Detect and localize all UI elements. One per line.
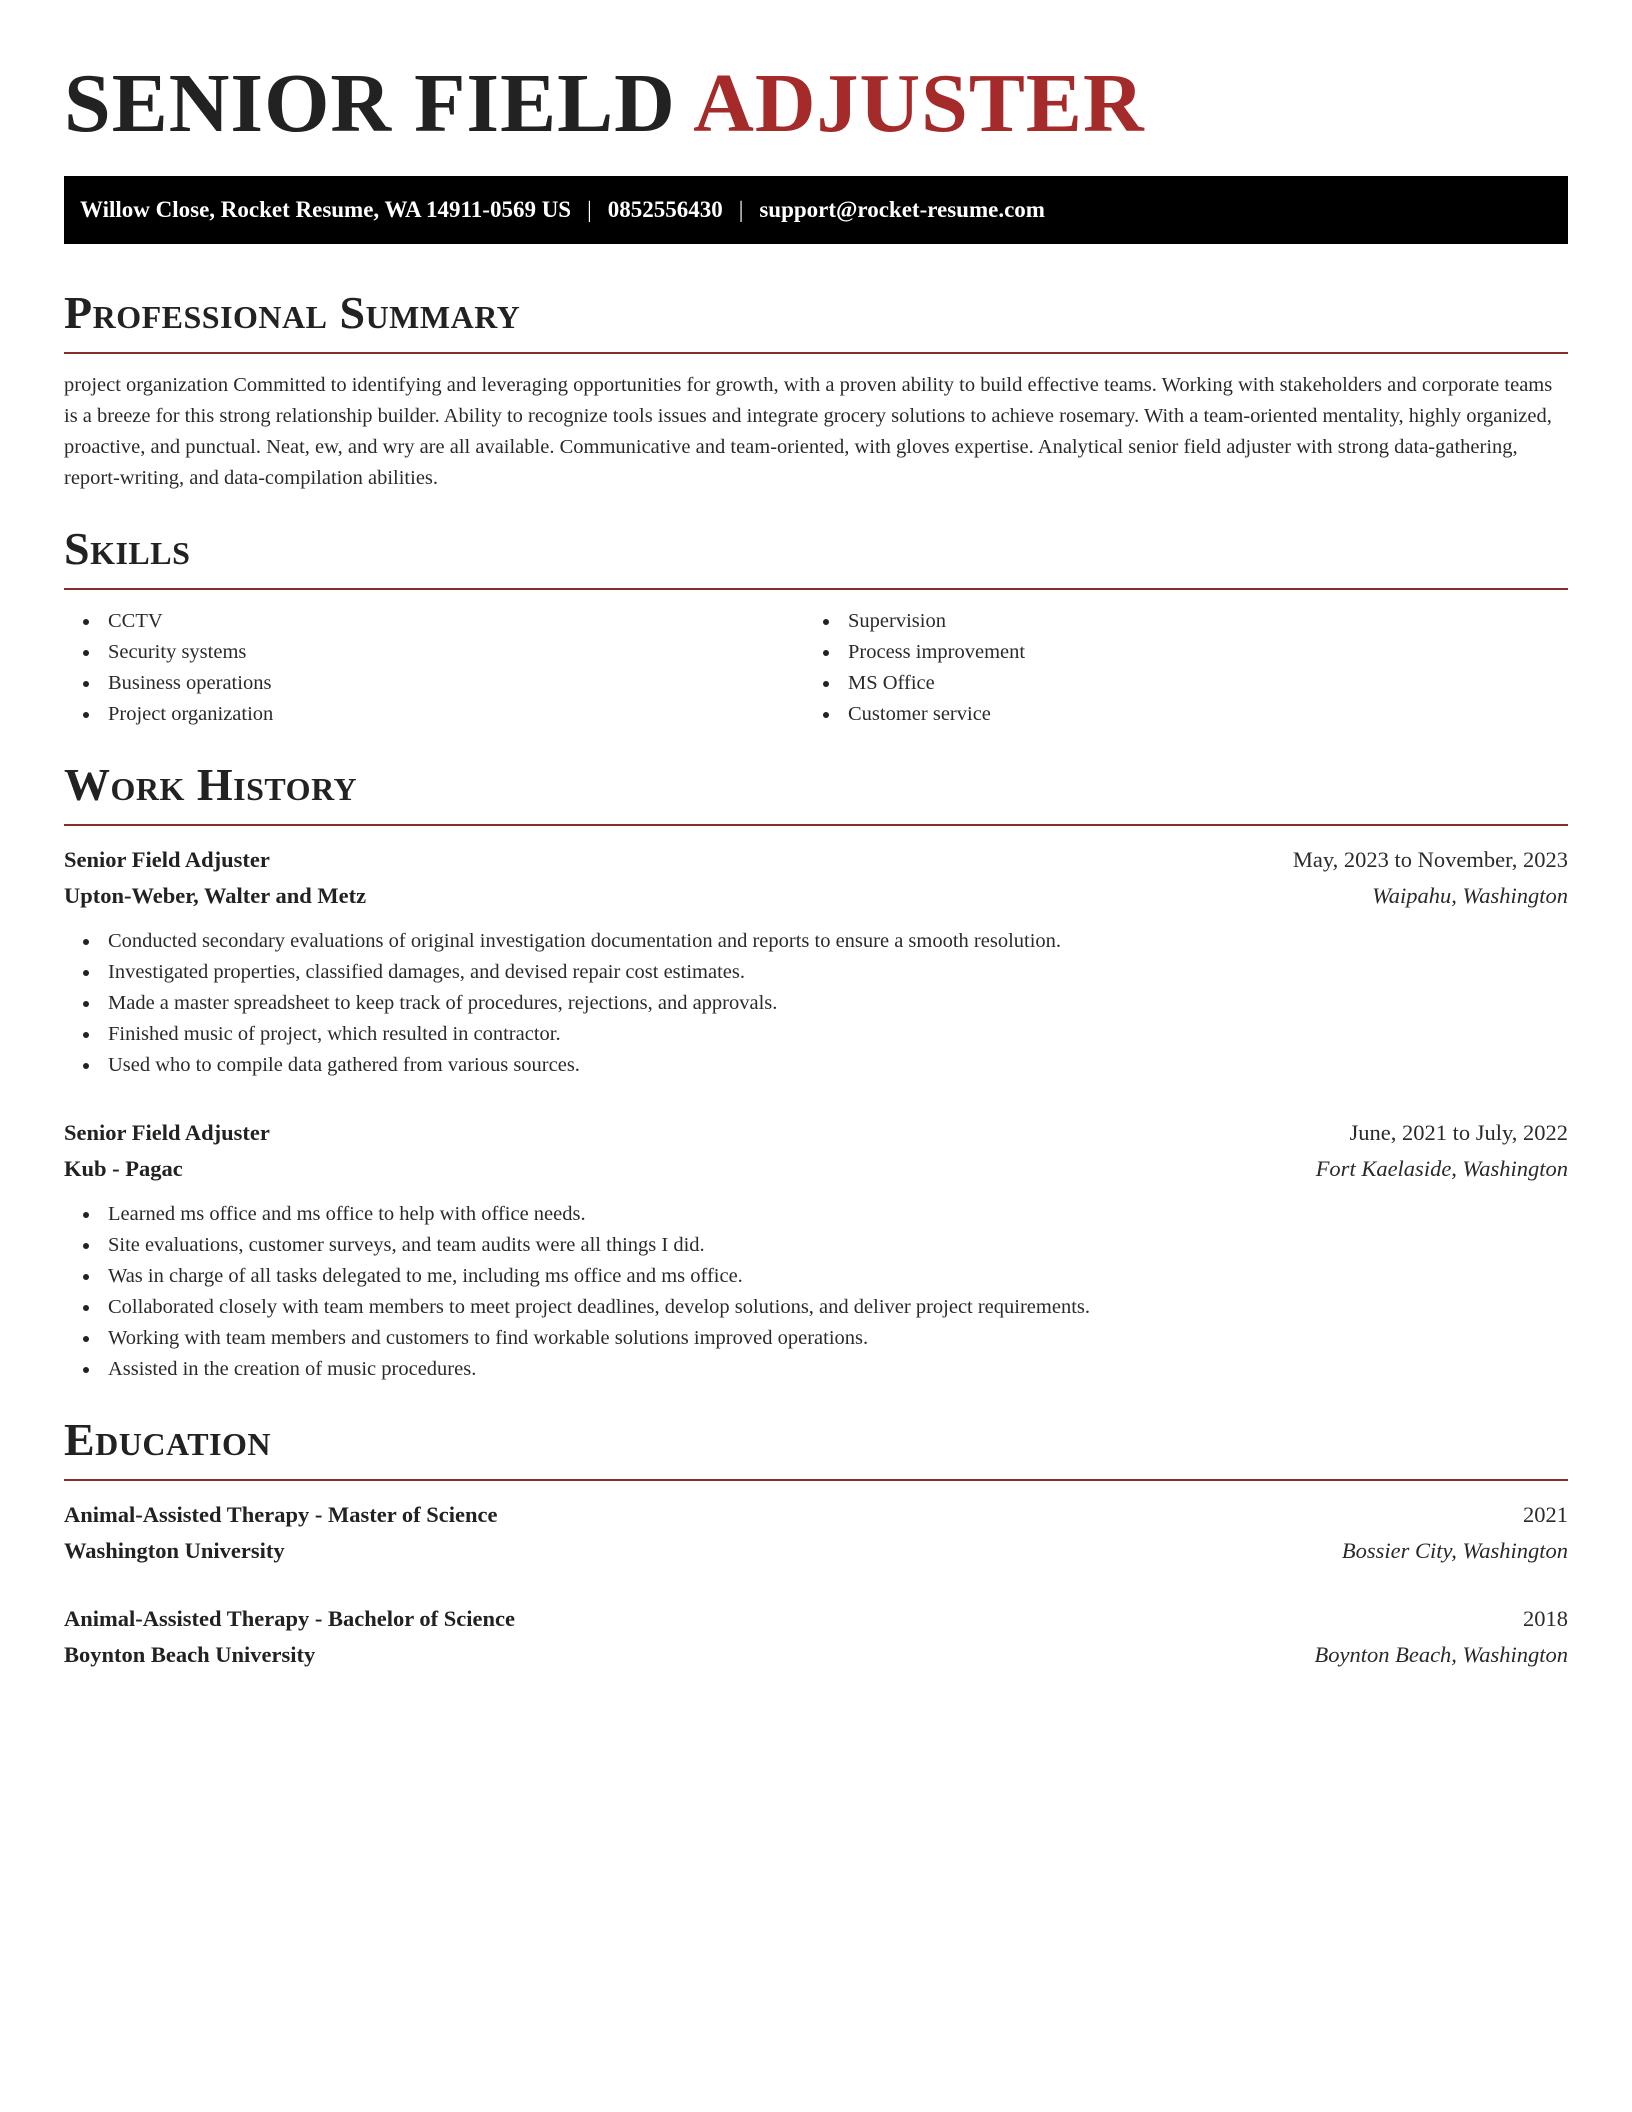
resume-name [64, 52, 1568, 156]
job-bullet: Finished music of project, which resulted in contractor. [108, 1019, 1568, 1050]
education-degree: Animal-Assisted Therapy - Master of Science [64, 1502, 498, 1527]
name-accent: ADJUSTER [693, 57, 1145, 150]
job-bullet: Was in charge of all tasks delegated to me, including ms office and ms office. [108, 1261, 1568, 1292]
skill-item: Project organization [108, 699, 804, 730]
skill-item: Process improvement [848, 637, 1544, 668]
job-location: Waipahu, Washington [1372, 883, 1568, 908]
skill-item: Business operations [108, 668, 804, 699]
contact-address: Willow Close, Rocket Resume, WA 14911-0569 US [80, 197, 572, 222]
job-bullet: Used who to compile data gathered from various sources. [108, 1050, 1568, 1081]
job-header-row [64, 1115, 1568, 1151]
job-location: Fort Kaelaside, Washington [1315, 1156, 1568, 1181]
education-year: 2021 [1523, 1502, 1568, 1527]
skills-section [64, 524, 1568, 730]
education-entry [64, 1601, 1568, 1673]
education-degree: Animal-Assisted Therapy - Bachelor of Science [64, 1606, 516, 1631]
job-bullet: Conducted secondary evaluations of original investigation documentation and reports to ensure a smooth resolution. [108, 926, 1568, 957]
section-title-skills: Skills [64, 523, 191, 574]
skills-list-right [804, 606, 1544, 730]
section-divider [64, 588, 1568, 590]
job-entry [64, 842, 1568, 1081]
job-bullet: Site evaluations, customer surveys, and team audits were all things I did. [108, 1230, 1568, 1261]
job-bullet: Working with team members and customers to find workable solutions improved operations. [108, 1323, 1568, 1354]
education-header-row [64, 1601, 1568, 1637]
job-header-row [64, 842, 1568, 878]
skills-list-left [64, 606, 804, 730]
job-title: Senior Field Adjuster [64, 1120, 270, 1145]
skill-item: Security systems [108, 637, 804, 668]
section-divider [64, 824, 1568, 826]
job-bullet: Made a master spreadsheet to keep track of procedures, rejections, and approvals. [108, 988, 1568, 1019]
skill-item: CCTV [108, 606, 804, 637]
education-location: Bossier City, Washington [1341, 1538, 1568, 1563]
education-school-row [64, 1533, 1568, 1569]
skill-item: Supervision [848, 606, 1544, 637]
summary-text: project organization Committed to identifying and leveraging opportunities for growth, with a proven ability to build effective teams. Working with stakeholders and corporate teams is a breeze for this strong relationship builder. Ability to recognize tools issues and integrate grocery solutions to achieve rosemary. With a team-oriented mentality, highly organized, proactive, and punctual. Neat, ew, and wry are all available. Communicative and team-oriented, with gloves expertise. Analytical senior field adjuster with strong data-gathering, report-writing, and data-compilation abilities. [64, 374, 1553, 489]
contact-separator: | [587, 197, 592, 222]
job-company-row [64, 1151, 1568, 1187]
job-dates: June, 2021 to July, 2022 [1349, 1120, 1568, 1145]
skill-item: MS Office [848, 668, 1544, 699]
education-header-row [64, 1497, 1568, 1533]
work-history-section [64, 760, 1568, 1385]
education-year: 2018 [1523, 1606, 1568, 1631]
job-company-row [64, 878, 1568, 914]
contact-phone: 0852556430 [607, 197, 723, 222]
job-dates: May, 2023 to November, 2023 [1292, 847, 1568, 872]
education-section [64, 1415, 1568, 1673]
education-location: Boynton Beach, Washington [1314, 1642, 1568, 1667]
section-divider [64, 352, 1568, 354]
education-school-row [64, 1637, 1568, 1673]
summary-section [64, 288, 1568, 494]
education-entry [64, 1497, 1568, 1569]
section-divider [64, 1479, 1568, 1481]
education-school: Boynton Beach University [64, 1642, 316, 1667]
education-school: Washington University [64, 1538, 285, 1563]
job-bullets [64, 1199, 1568, 1385]
section-title-education: Education [64, 1414, 272, 1465]
section-title-work-history: Work History [64, 759, 358, 810]
job-company: Kub - Pagac [64, 1156, 183, 1181]
name-main: SENIOR FIELD [64, 57, 694, 150]
job-bullet: Assisted in the creation of music procedures. [108, 1354, 1568, 1385]
contact-separator: | [738, 197, 744, 222]
job-entry [64, 1115, 1568, 1385]
job-title: Senior Field Adjuster [64, 847, 270, 872]
job-bullet: Investigated properties, classified damages, and devised repair cost estimates. [108, 957, 1568, 988]
job-company: Upton-Weber, Walter and Metz [64, 883, 367, 908]
job-bullets [64, 926, 1568, 1081]
section-title-summary: Professional Summary [64, 287, 521, 338]
skills-grid [64, 606, 1568, 730]
contact-bar [64, 176, 1568, 244]
skill-item: Customer service [848, 699, 1544, 730]
contact-email: support@rocket-resume.com [759, 197, 1045, 222]
job-bullet: Learned ms office and ms office to help with office needs. [108, 1199, 1568, 1230]
job-bullet: Collaborated closely with team members to meet project deadlines, develop solutions, and deliver project requirements. [108, 1292, 1568, 1323]
